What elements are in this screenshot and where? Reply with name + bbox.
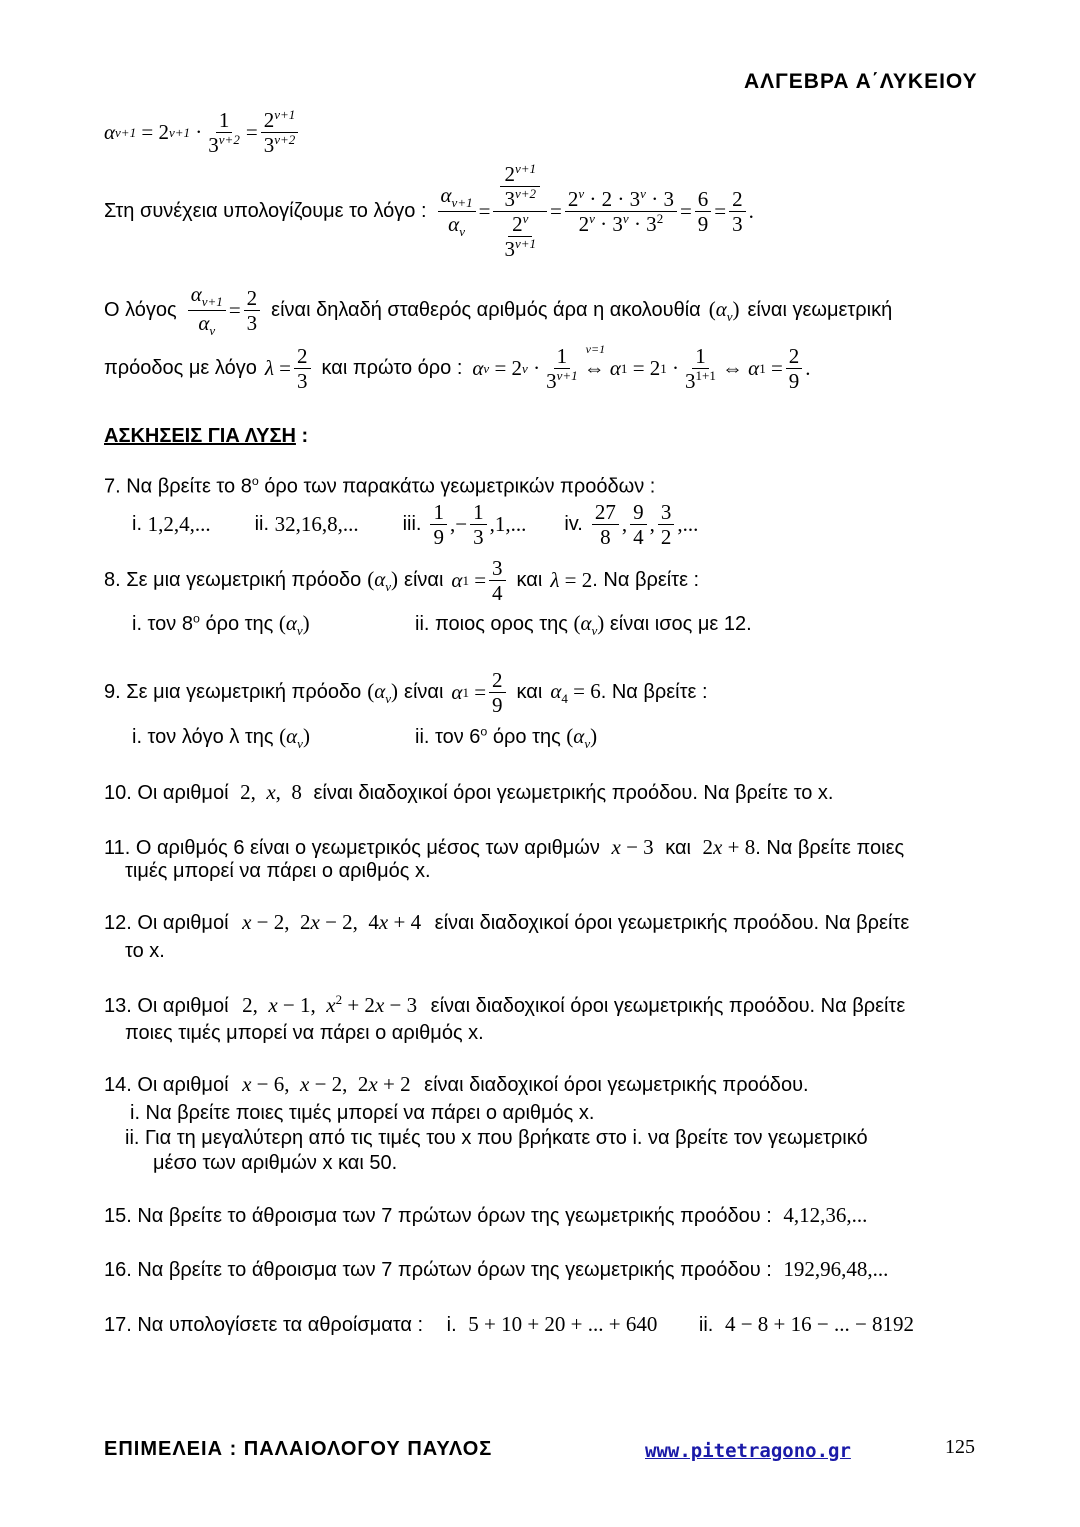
footer-url-link[interactable]: www.pitetragono.gr bbox=[645, 1440, 851, 1462]
progress-line: πρόοδος με λόγο λ = $\frac{2}{3}$ και πρώτο όρο : α ν = 2 ν · $\frac{1}{3^{\nu+1}}$ ⇔ ν=1 α 1 = 2 1 · $\frac{1}{3^{1+1}}$ ⇔ α 1 = $\frac{2}{9}$ . bbox=[104, 342, 811, 394]
exercise-14: 14. Οι αριθμοί x − 6, x − 2, 2x + 2 είναι διαδοχικοί όροι γεωμετρικής προόδου. bbox=[104, 1072, 809, 1096]
section-title: ΑΣΚΗΣΕΙΣ ΓΙΑ ΛΥΣΗ : bbox=[104, 425, 309, 447]
ratio-computation: Στη συνέχεια υπολογίζουμε το λόγο : $\frac{\alpha_{\nu+1}}{\alpha_\nu}$ = $\frac{\frac{2^{\nu+1}}{3^{\nu+2}}}{\frac{2^\nu}{3^{\nu+1}}}$ = $\frac{2^\nu \cdot 2 \cdot 3^\nu \cdot 3}{2^\nu \cdot 3^\nu \cdot 3^2}$ = $\frac{6}{9}$ = $\frac{2}{3}$ . bbox=[104, 161, 754, 262]
exercise-8-items: i. τον $8^o$ όρο της $(\alpha_\nu)$ bbox=[132, 611, 310, 639]
calc-text: Στη συνέχεια υπολογίζουμε το λόγο : bbox=[104, 200, 427, 223]
ratio-end: είναι γεωμετρική bbox=[747, 299, 893, 322]
exercise-15: 15. Να βρείτε το άθροισμα των 7 πρώτων όρων της γεωμετρικής προόδου : 4,12,36,... bbox=[104, 1203, 868, 1227]
exercise-9-item-ii: ii. τον $6^o$ όρο της $(\alpha_\nu)$ bbox=[415, 724, 598, 752]
exercise-8: 8. Σε μια γεωμετρική πρόοδο $(\alpha_\nu)$ είναι α 1 = $\frac{3}{4}$ και λ = 2 . Να βρείτε : bbox=[104, 556, 700, 606]
exercise-7: 7. Να βρείτε το $8^o$ όρο των παρακάτω γεωμετρικών προόδων : bbox=[104, 474, 656, 498]
exercise-8-item-ii: ii. ποιος ορος της $(\alpha_\nu)$ είναι ισος με 12. bbox=[415, 611, 752, 639]
exercise-17: 17. Να υπολογίσετε τα αθροίσματα : i. 5 + 10 + 20 + ... + 640 ii. 4 − 8 + 16 − ... − 8192 bbox=[104, 1312, 915, 1336]
exercise-11-line2: τιμές μπορεί να πάρει ο αριθμός x. bbox=[125, 860, 431, 882]
page-header-title: ΑΛΓΕΒΡΑ Α΄ΛΥΚΕΙΟΥ bbox=[744, 70, 978, 93]
exercise-13-line2: ποιες τιμές μπορεί να πάρει ο αριθμός x. bbox=[125, 1022, 484, 1044]
footer-author: ΕΠΙΜΕΛΕΙΑ : ΠΑΛΑΙΟΛΟΓΟΥ ΠΑΥΛΟΣ bbox=[104, 1438, 493, 1460]
ratio-prefix: Ο λόγος bbox=[104, 299, 177, 322]
exercise-9: 9. Σε μια γεωμετρική πρόοδο $(\alpha_\nu)$ είναι α 1 = $\frac{2}{9}$ και $\alpha_4 = 6$ . Να βρείτε : bbox=[104, 668, 708, 718]
exercise-13: 13. Οι αριθμοί 2, x − 1, $x^2 + 2x - 3$ είναι διαδοχικοί όροι γεωμετρικής προόδου. Να βρείτε bbox=[104, 992, 906, 1017]
exercise-10: 10. Οι αριθμοί 2, x, 8 είναι διαδοχικοί όροι γεωμετρικής προόδου. Να βρείτε το x. bbox=[104, 780, 834, 804]
progress-prefix: πρόοδος με λόγο bbox=[104, 357, 257, 380]
exercise-12: 12. Οι αριθμοί x − 2, 2x − 2, 4x + 4 είναι διαδοχικοί όροι γεωμετρικής προόδου. Να βρείτε bbox=[104, 910, 910, 934]
exercise-7-items: i. 1,2,4,... ii. 32,16,8,... iii. $\frac{1}{9}$ ,− $\frac{1}{3}$ ,1,... iv. $\frac{27}{8}$ , $\frac{9}{4}$ , $\frac{3}{2}$ ,... bbox=[132, 500, 699, 550]
first-term-label: και πρώτο όρο : bbox=[321, 357, 463, 380]
exercise-12-line2: το x. bbox=[125, 940, 165, 962]
exercise-14-item-ii: ii. Για τη μεγαλύτερη από τις τιμές του x που βρήκατε στο i. να βρείτε τον γεωμετρικό bbox=[125, 1127, 868, 1149]
exercise-14-item-i: i. Να βρείτε ποιες τιμές μπορεί να πάρει ο αριθμός x. bbox=[130, 1102, 595, 1124]
formula-next-term: α ν+1 = 2 ν+1 · $\frac{1}{3^{\nu+2}}$ = $\frac{2^{\nu+1}}{3^{\nu+2}}$ bbox=[104, 108, 301, 157]
ratio-line: Ο λόγος $\frac{\alpha_{\nu+1}}{\alpha_\nu}$ = $\frac{2}{3}$ είναι δηλαδή σταθερός αριθμός άρα η ακολουθία $(\alpha_\nu)$ είναι γεωμετρική bbox=[104, 282, 893, 339]
exercise-14-item-ii-line2: μέσο των αριθμών x και 50. bbox=[153, 1152, 398, 1174]
exercise-9-item-i: i. τον λόγο λ της $(\alpha_\nu)$ bbox=[132, 724, 310, 752]
ratio-suffix: είναι δηλαδή σταθερός αριθμός άρα η ακολουθία bbox=[271, 299, 701, 322]
page-number: 125 bbox=[945, 1436, 975, 1458]
exercise-11: 11. Ο αριθμός 6 είναι ο γεωμετρικός μέσος των αριθμών x − 3 και 2x + 8. Να βρείτε ποιες bbox=[104, 835, 905, 859]
exercise-16: 16. Να βρείτε το άθροισμα των 7 πρώτων όρων της γεωμετρικής προόδου : 192,96,48,... bbox=[104, 1257, 889, 1281]
